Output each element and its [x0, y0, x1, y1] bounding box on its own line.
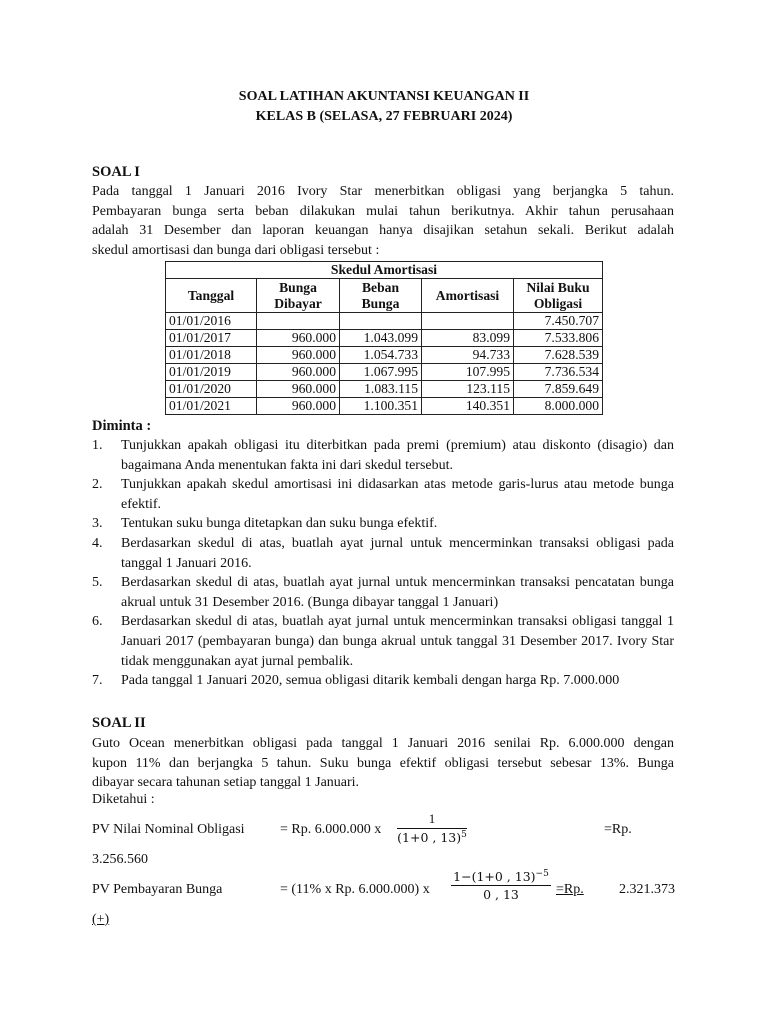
- list-item-text: Berdasarkan skedul di atas, buatlah ayat jurnal untuk mencerminkan transaksi obligasi tanggal 1 Januari 2017 (pembayaran bunga) dan bunga akrual untuk tanggal 31 Desember 2017. Ivory Star tidak menggunakan ayat jurnal pembalik.: [121, 614, 674, 669]
- pv-bunga-result-prefix: =Rp.: [556, 882, 584, 897]
- list-item-text: Tentukan suku bunga ditetapkan dan suku bunga efektif.: [121, 516, 438, 532]
- list-item-number: 6.: [92, 614, 103, 630]
- table-cell: 01/01/2020: [166, 381, 257, 398]
- table-cell: 1.067.995: [340, 364, 422, 381]
- table-cell: 140.351: [422, 398, 514, 415]
- pv-nominal-label: PV Nilai Nominal Obligasi: [92, 822, 245, 837]
- table-cell: 01/01/2021: [166, 398, 257, 415]
- pv-nominal-fraction: [397, 811, 467, 845]
- table-cell: 7.533.806: [514, 330, 603, 347]
- list-item-number: 1.: [92, 438, 103, 453]
- table-cell: 1.054.733: [340, 347, 422, 364]
- table-row: [166, 347, 603, 364]
- list-item-text: Pada tanggal 1 Januari 2020, semua obligasi ditarik kembali dengan harga Rp. 7.000.000: [121, 673, 620, 689]
- table-cell: 7.859.649: [514, 381, 603, 398]
- table-cell: 7.628.539: [514, 347, 603, 364]
- list-item: [92, 534, 674, 573]
- table-cell: 960.000: [257, 330, 340, 347]
- soal1-task-list: [92, 436, 674, 691]
- table-cell: 1.043.099: [340, 330, 422, 347]
- table-cell: 01/01/2017: [166, 330, 257, 347]
- pv-bunga-result-value: 2.321.373: [619, 882, 675, 897]
- diminta-label: Diminta :: [92, 418, 152, 434]
- diketahui-label: Diketahui :: [92, 792, 155, 807]
- pv-bunga-label: PV Pembayaran Bunga: [92, 882, 223, 897]
- col-header-bunga-dibayar: Bunga Dibayar: [257, 279, 340, 313]
- table-row: [166, 313, 603, 330]
- denominator-base: (1+0 , 13): [397, 830, 462, 846]
- soal1-intro-line: Pada tanggal 1 Januari 2016 Ivory Star menerbitkan obligasi yang berjangka 5 tahun.: [92, 184, 674, 199]
- table-cell: [422, 313, 514, 330]
- pv-nominal-result-prefix: =Rp.: [604, 822, 632, 837]
- table-cell: 01/01/2018: [166, 347, 257, 364]
- table-cell: 960.000: [257, 347, 340, 364]
- numerator-base: 1−(1+0 , 13): [453, 869, 536, 885]
- table-cell: [340, 313, 422, 330]
- table-row: [166, 381, 603, 398]
- soal2-intro-line: dibayar secara tahunan setiap tanggal 1 Januari.: [92, 775, 360, 791]
- table-cell: 7.736.534: [514, 364, 603, 381]
- table-cell: 01/01/2016: [166, 313, 257, 330]
- pv-bunga-result: [556, 882, 675, 898]
- list-item-number: 3.: [92, 516, 103, 532]
- col-header-nilai-buku: Nilai Buku Obligasi: [514, 279, 603, 313]
- table-cell: 94.733: [422, 347, 514, 364]
- list-item-text: Berdasarkan skedul di atas, buatlah ayat jurnal untuk mencerminkan transaksi obligasi pada tanggal 1 Januari 2016.: [121, 535, 674, 571]
- pv-nominal-result-value: 3.256.560: [92, 852, 148, 867]
- numerator-exponent: −5: [535, 869, 549, 879]
- soal1-intro-line: skedul amortisasi dan bunga dari obligasi tersebut :: [92, 242, 380, 258]
- table-cell: 960.000: [257, 398, 340, 415]
- list-item-text: Tunjukkan apakah skedul amortisasi ini didasarkan atas metode garis-lurus atau metode bunga efektif.: [121, 477, 674, 512]
- pv-bunga-expression: = (11% x Rp. 6.000.000) x: [280, 882, 430, 897]
- soal1-intro-line: Pembayaran bunga serta beban dilakukan mulai tahun berikutnya. Akhir tahun perusahaan: [92, 203, 674, 219]
- pv-bunga-fraction: [451, 869, 551, 902]
- fraction-numerator: [451, 869, 551, 884]
- denominator-exponent: 5: [461, 830, 467, 840]
- soal2-intro: [92, 734, 674, 793]
- table-cell: 83.099: [422, 330, 514, 347]
- table-cell: 01/01/2019: [166, 364, 257, 381]
- list-item-number: 2.: [92, 477, 103, 493]
- list-item-number: 5.: [92, 575, 103, 591]
- list-item: [92, 573, 674, 612]
- document-title-line1: SOAL LATIHAN AKUNTANSI KEUANGAN II: [238, 89, 530, 104]
- fraction-denominator: [397, 830, 467, 845]
- fraction-numerator: 1: [428, 811, 436, 826]
- fraction-denominator: 0 , 13: [483, 887, 519, 903]
- table-cell: 8.000.000: [514, 398, 603, 415]
- table-cell: 1.100.351: [340, 398, 422, 415]
- col-header-tanggal: Tanggal: [166, 279, 257, 313]
- table-cell: [257, 313, 340, 330]
- soal1-intro-line: adalah 31 Desember dan laporan keuangan hanya disajikan setahun sekali. Berikut adalah: [92, 223, 674, 239]
- table-row: [166, 398, 603, 415]
- amortization-table: [165, 261, 603, 415]
- table-cell: 960.000: [257, 381, 340, 398]
- table-caption: Skedul Amortisasi: [166, 262, 603, 279]
- soal1-intro: [92, 182, 674, 260]
- list-item: [92, 514, 674, 534]
- pv-nominal-expression: = Rp. 6.000.000 x: [280, 822, 382, 837]
- soal2-intro-line: kupon 11% dan berjangka 5 tahun. Suku bunga efektif obligasi tersebut sebesar 13%. Bunga: [92, 755, 674, 771]
- table-row: [166, 364, 603, 381]
- list-item-text: Tunjukkan apakah obligasi itu diterbitkan pada premi (premium) atau diskonto (disagio) dan bagaimana Anda menentukan fakta ini dari skedul tersebut.: [121, 438, 674, 473]
- soal2-heading: SOAL II: [92, 715, 146, 731]
- table-cell: 123.115: [422, 381, 514, 398]
- list-item-number: 4.: [92, 535, 103, 551]
- list-item: [92, 612, 674, 671]
- table-cell: 7.450.707: [514, 313, 603, 330]
- table-cell: 960.000: [257, 364, 340, 381]
- list-item: [92, 436, 674, 475]
- list-item: [92, 671, 674, 691]
- list-item: [92, 475, 674, 514]
- list-item-number: 7.: [92, 673, 103, 689]
- document-title-line2: KELAS B (SELASA, 27 FEBRUARI 2024): [255, 109, 513, 124]
- table-row: [166, 330, 603, 347]
- fraction-bar: [451, 885, 551, 886]
- list-item-text: Berdasarkan skedul di atas, buatlah ayat jurnal untuk mencerminkan transaksi pencatatan bunga akrual untuk 31 Desember 2016. (Bunga dibayar tanggal 1 Januari): [121, 575, 674, 610]
- table-cell: 107.995: [422, 364, 514, 381]
- table-cell: 1.083.115: [340, 381, 422, 398]
- soal1-heading: SOAL I: [92, 164, 140, 180]
- soal2-intro-line: Guto Ocean menerbitkan obligasi pada tanggal 1 Januari 2016 senilai Rp. 6.000.000 dengan: [92, 736, 674, 751]
- sum-sign: (+): [92, 912, 110, 927]
- col-header-amortisasi: Amortisasi: [422, 279, 514, 313]
- col-header-beban-bunga: Beban Bunga: [340, 279, 422, 313]
- fraction-bar: [397, 828, 467, 829]
